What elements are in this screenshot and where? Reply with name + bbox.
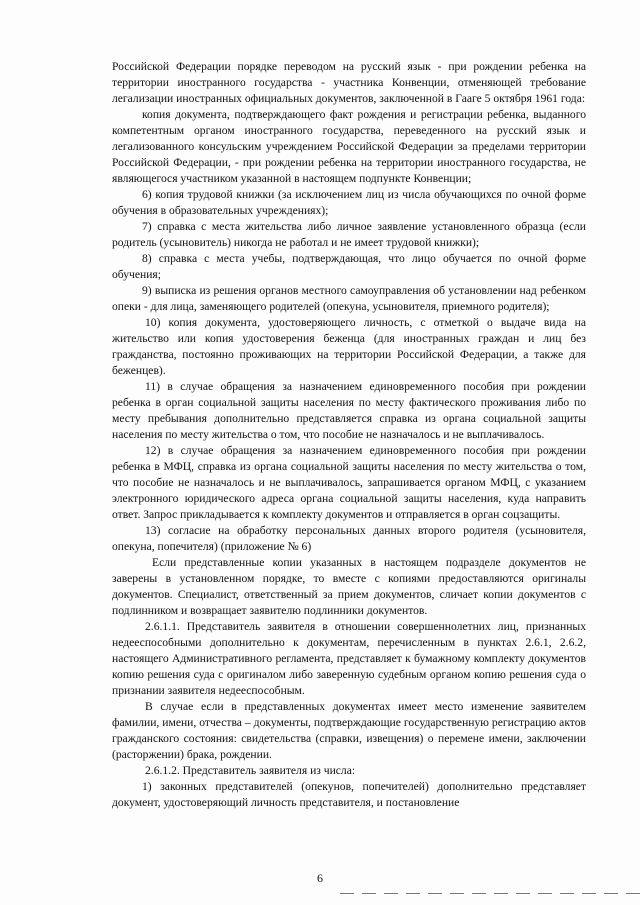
page-number: 6 [317,871,323,885]
paragraph-name-change: В случае если в представленных документах имеет место изменение заявителем фамилии, имени, отчества – документы, подтверждающие государственную регистрацию актов гражданского состояния: свидетельства (справки, извещения) о перемене имени, заключении (расторжении) брака, рождении. [112,700,586,761]
paragraph-item-8: 8) справка с места учебы, подтверждающая, что лицо обучается по очной форме обучения; [112,252,586,281]
paragraph-item-13: 13) согласие на обработку персональных данных второго родителя (усыновителя, опекуна, попечителя) (приложение № 6) [112,524,586,553]
paragraph-item-7: 7) справка с места жительства либо личное заявление установленного образца (если родитель (усыновитель) никогда не работал и не имеет трудовой книжки); [112,220,586,249]
paragraph-item-10: 10) копия документа, удостоверяющего личность, с отметкой о выдаче вида на жительство или копия удостоверения беженца (для иностранных граждан и лиц без гражданства, постоянно проживающих на территории Российской Федерации, а также для беженцев). [112,316,586,377]
paragraph-item-11: 11) в случае обращения за назначением единовременного пособия при рождении ребенка в орган социальной защиты населения по месту фактического проживания либо по месту пребывания дополнительно представляется справка из органа социальной защиты населения по месту жительства о том, что пособие не назначалось и не выплачивалось. [112,380,586,441]
paragraph-2-6-1-2: 2.6.1.2. Представитель заявителя из числа: [145,764,356,777]
paragraph-copies-note: Если представленные копии указанных в настоящем подразделе документов не заверены в установленном порядке, то вместе с копиями предоставляются оригиналы документов. Специалист, ответственный за прием документов, сличает копии документов с подлинником и возвращает заявителю подлинники документов. [112,556,586,617]
paragraph-birth-doc-copy: копия документа, подтверждающего факт рождения и регистрации ребенка, выданного компетентным органом иностранного государства, переведенного на русский язык и легализованного консульским учреждением Российской Федерации за пределами территории Российской Федерации, - при рождении ребенка на территории иностранного государства, не являющегося участником указанной в настоящем подпункте Конвенции; [112,108,586,185]
paragraph-legal-representatives: 1) законных представителей (опекунов, попечителей) дополнительно представляет документ, удостоверяющий личность представителя, и постановление [112,780,586,809]
paragraph-item-6: 6) копия трудовой книжки (за исключением лиц из числа обучающихся по очной форме обучения в образовательных учреждениях); [112,188,586,217]
paragraph-item-12: 12) в случае обращения за назначением единовременного пособия при рождении ребенка в МФЦ, справка из органа социальной защиты населения по месту жительства о том, что пособие не назначалось и не выплачивалось, запрашивается органом МФЦ, с указанием электронного юридического адреса органа социальной защиты населения, куда направить ответ. Запрос прикладывается к комплекту документов и отправляется в орган соцзащиты. [112,444,586,521]
paragraph-intro: Российской Федерации порядке переводом на русский язык - при рождении ребенка на территории иностранного государства - участника Конвенции, отменяющей требование легализации иностранных официальных документов, заключенной в Гааге 5 октября 1961 года: [112,60,586,105]
paragraph-2-6-1-1: 2.6.1.1. Представитель заявителя в отношении совершеннолетних лиц, признанных недееспособными дополнительно к документам, перечисленным в пунктах 2.6.1, 2.6.2, настоящего Административного регламента, представляет к бумажному комплекту документов копию решения суда с оригиналом либо заверенную судебным органом копию решения суда о признании заявителя недееспособным. [112,620,586,697]
paragraph-item-9: 9) выписка из решения органов местного самоуправления об установлении над ребенком опеки - для лица, заменяющего родителей (опекуна, усыновителя, приемного родителя); [112,284,586,313]
footer-divider [340,893,640,894]
document-body [112,59,586,811]
